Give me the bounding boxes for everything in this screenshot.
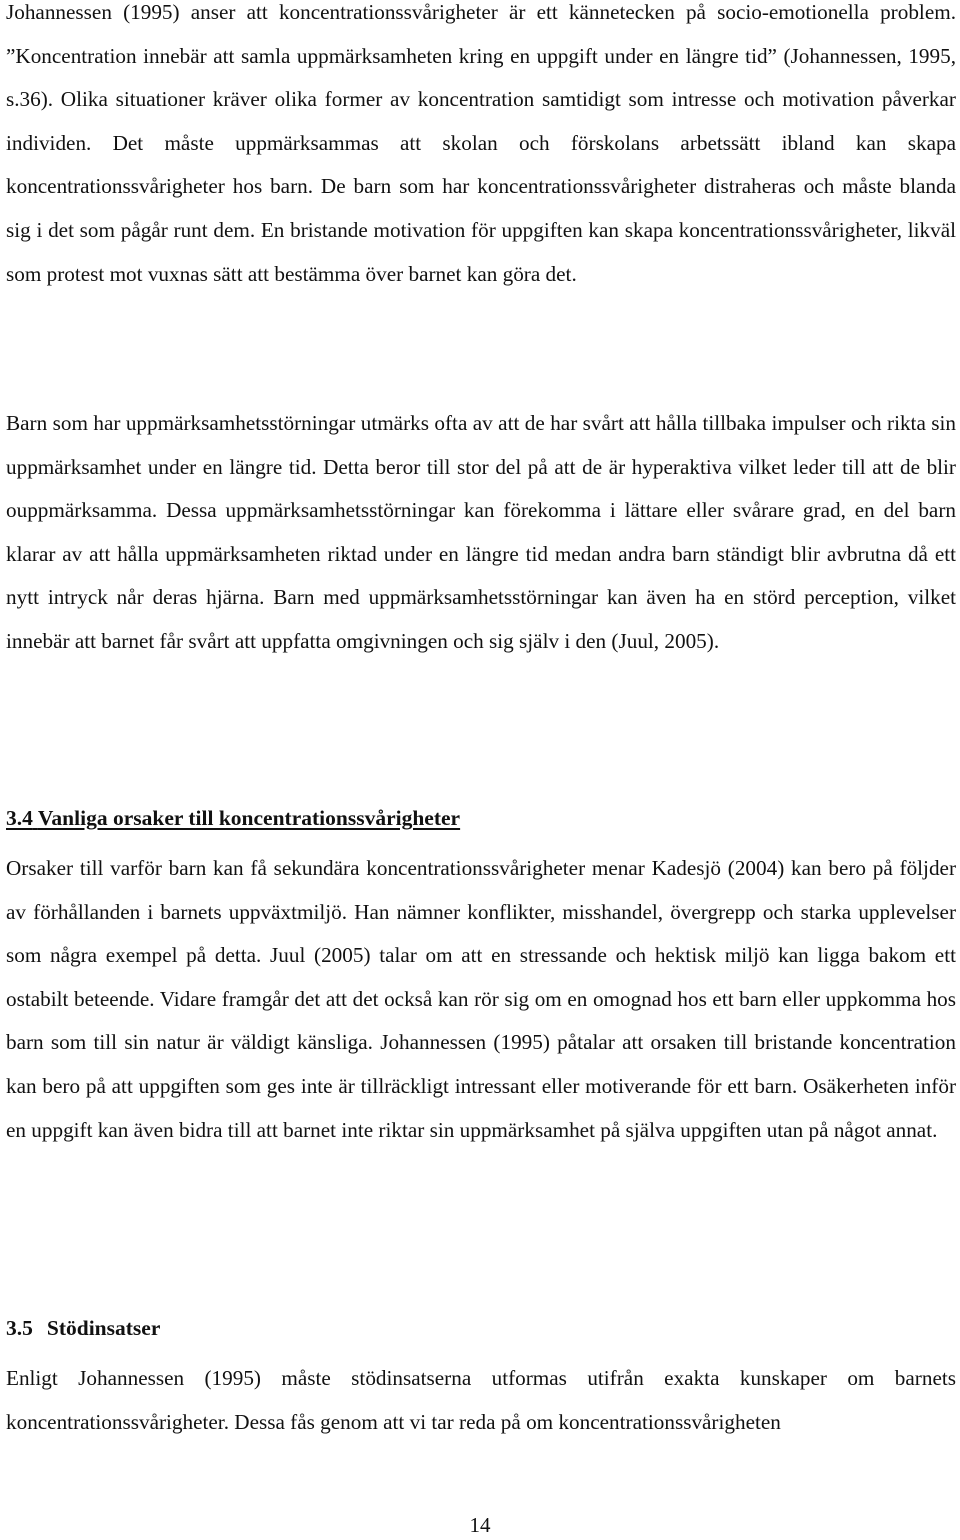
body-paragraph: Johannessen (1995) anser att koncentrationssvårigheter är ett kännetecken på socio-emotionella problem. ”Koncentration innebär att samla uppmärksamheten kring en uppgift under en längre tid” (Johannessen, 1995, s.36). Olika situationer kräver olika former av koncentration samtidigt som intresse och motivation påverkar individen. Det måste uppmärksammas att skolan och förskolans arbetssätt ibland kan skapa koncentrationssvårigheter hos barn. De barn som har koncentrationssvårigheter distraheras och måste blanda sig i det som pågår runt dem. En bristande motivation för uppgiften kan skapa koncentrationssvårigheter, likväl som protest mot vuxnas sätt att bestämma över barnet kan göra det. [6, 0, 956, 286]
section-number: 3.4 [6, 806, 33, 830]
section-number: 3.5 [6, 1316, 33, 1340]
body-paragraph: Barn som har uppmärksamhetsstörningar utmärks ofta av att de har svårt att hålla tillbaka impulser och rikta sin uppmärksamhet under en längre tid. Detta beror till stor del på att de är hyperaktiva vilket leder till att de blir ouppmärksamma. Dessa uppmärksamhetsstörningar kan förekomma i lättare eller svårare grad, en del barn klarar av att hålla uppmärksamheten riktad under en längre tid medan andra barn ständigt blir avbrutna då ett nytt intryck når deras hjärna. Barn med uppmärksamhetsstörningar kan även ha en störd perception, vilket innebär att barnet får svårt att uppfatta omgivningen och sig själv i den (Juul, 2005). [6, 411, 956, 653]
section-heading [6, 798, 956, 838]
body-paragraph: Orsaker till varför barn kan få sekundära koncentrationssvårigheter menar Kadesjö (2004) kan bero på följder av förhållanden i barnets uppväxtmiljö. Han nämner konflikter, misshandel, övergrepp och starka upplevelser som några exempel på detta. Juul (2005) talar om att en stressande och hektisk miljö kan ligga bakom ett ostabilt beteende. Vidare framgår det att det också kan rör sig om en omognad hos ett barn eller uppkomma hos barn som till sin natur är väldigt känsliga. Johannessen (1995) påtalar att orsaken till bristande koncentration kan bero på att uppgiften som ges inte är tillräckligt intressant eller motiverande för ett barn. Osäkerheten inför en uppgift kan även bidra till att barnet inte riktar sin uppmärksamhet på själva uppgiften utan på något annat. [6, 856, 956, 1142]
section-heading [6, 1308, 956, 1348]
section-title: Vanliga orsaker till koncentrationssvårigheter [37, 806, 461, 830]
body-paragraph: Enligt Johannessen (1995) måste stödinsatserna utformas utifrån exakta kunskaper om barnets koncentrationssvårigheter. Dessa fås genom att vi tar reda på om koncentrationssvårigheten [6, 1366, 956, 1434]
page-number: 14 [469, 1513, 491, 1537]
section-title: Stödinsatser [46, 1316, 161, 1340]
